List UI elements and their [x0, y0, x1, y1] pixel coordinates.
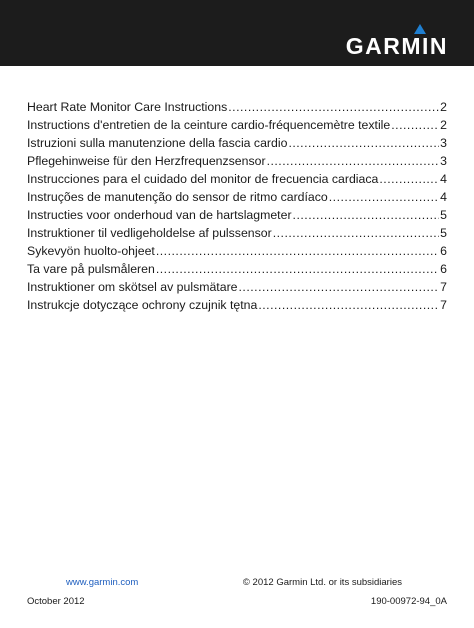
toc-entry[interactable]	[27, 206, 447, 224]
toc-entry-page: 2	[440, 100, 447, 114]
publication-date: October 2012	[27, 596, 85, 607]
toc-dot-leader	[329, 188, 439, 206]
toc-dot-leader	[379, 170, 439, 188]
toc-dot-leader	[156, 260, 439, 278]
toc-dot-leader	[228, 98, 439, 116]
toc-entry[interactable]	[27, 260, 447, 278]
toc-entry-title: Instruktioner til vedligeholdelse af pulssensor	[27, 226, 272, 240]
header-bar	[0, 0, 474, 66]
toc-entry-page: 5	[440, 208, 447, 222]
toc-dot-leader	[267, 152, 440, 170]
toc-entry-title: Pflegehinweise für den Herzfrequenzsensor	[27, 154, 266, 168]
toc-dot-leader	[258, 296, 439, 314]
brand-name: GARMIN	[345, 33, 448, 59]
toc-dot-leader	[239, 278, 440, 296]
toc-entry-title: Instructions d'entretien de la ceinture cardio-fréquencemètre textile	[27, 118, 391, 132]
toc-entry[interactable]	[27, 134, 447, 152]
toc-entry[interactable]	[27, 170, 447, 188]
toc-entry[interactable]	[27, 224, 447, 242]
toc-entry-title: Heart Rate Monitor Care Instructions	[27, 100, 228, 114]
toc-entry[interactable]	[27, 98, 447, 116]
toc-entry-page: 5	[440, 226, 447, 240]
toc-entry-title: Instructies voor onderhoud van de hartslagmeter	[27, 208, 292, 222]
toc-entry-title: Ta vare på pulsmåleren	[27, 262, 155, 276]
toc-entry-page: 7	[440, 298, 447, 312]
toc-entry[interactable]	[27, 152, 447, 170]
toc-entry-title: Instrukcje dotyczące ochrony czujnik tętna	[27, 298, 258, 312]
toc-entry-page: 4	[440, 190, 447, 204]
toc-entry-title: Sykevyön huolto-ohjeet	[27, 244, 155, 258]
toc-entry-page: 2	[440, 118, 447, 132]
copyright-notice: © 2012 Garmin Ltd. or its subsidiaries	[242, 577, 402, 588]
website-link[interactable]: www.garmin.com	[66, 577, 139, 588]
toc-entry-page: 7	[440, 280, 447, 294]
toc-entry-page: 6	[440, 244, 447, 258]
toc-entry[interactable]	[27, 242, 447, 260]
toc-entry-title: Instruktioner om skötsel av pulsmätare	[27, 280, 238, 294]
toc-entry-page: 3	[440, 136, 447, 150]
toc-entry[interactable]	[27, 188, 447, 206]
toc-entry-title: Instruções de manutenção do sensor de ritmo cardíaco	[27, 190, 328, 204]
table-of-contents	[27, 98, 447, 314]
toc-entry[interactable]	[27, 296, 447, 314]
toc-entry-title: Instrucciones para el cuidado del monitor de frecuencia cardiaca	[27, 172, 379, 186]
toc-entry-page: 4	[440, 172, 447, 186]
toc-entry[interactable]	[27, 278, 447, 296]
toc-dot-leader	[156, 242, 439, 260]
toc-entry-page: 3	[440, 154, 447, 168]
part-number: 190-00972-94_0A	[370, 596, 447, 607]
toc-dot-leader	[288, 134, 439, 152]
toc-entry-title: Istruzioni sulla manutenzione della fascia cardio	[27, 136, 288, 150]
toc-dot-leader	[391, 116, 439, 134]
toc-dot-leader	[293, 206, 440, 224]
garmin-logo	[318, 24, 448, 64]
toc-entry[interactable]	[27, 116, 447, 134]
toc-entry-page: 6	[440, 262, 447, 276]
toc-dot-leader	[273, 224, 439, 242]
